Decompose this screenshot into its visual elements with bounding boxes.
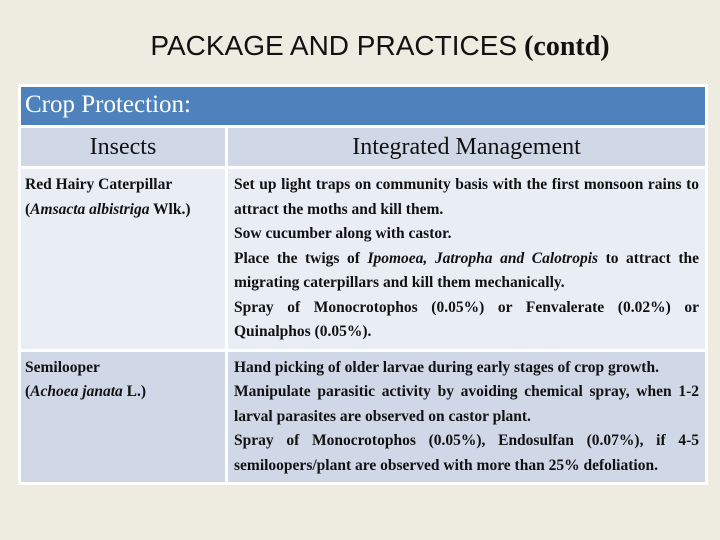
crop-protection-table bbox=[18, 84, 708, 485]
management-step: Sow cucumber along with castor. bbox=[234, 225, 452, 242]
management-step: Spray of Monocrotophos (0.05%) or Fenvalerate (0.02%) or Quinalphos (0.05%). bbox=[234, 298, 699, 340]
column-header-management: Integrated Management bbox=[227, 127, 707, 168]
management-step: Manipulate parasitic activity by avoiding chemical spray, when 1-2 larval parasites are observed on castor plant. bbox=[234, 383, 699, 425]
title-contd: (contd) bbox=[524, 31, 610, 62]
insect-name: Red Hairy Caterpillar bbox=[25, 176, 173, 193]
insect-cell bbox=[20, 350, 227, 484]
management-step: Set up light traps on community basis with the first monsoon rains to attract the moths and kill them. bbox=[234, 176, 699, 218]
insect-scientific-name: (Achoea janata L.) bbox=[25, 383, 146, 400]
column-header-insects: Insects bbox=[20, 127, 227, 168]
management-step: Spray of Monocrotophos (0.05%), Endosulfan (0.07%), if 4-5 semiloopers/plant are observed with more than 25% defoliation. bbox=[234, 432, 699, 474]
management-step: Place the twigs of Ipomoea, Jatropha and Calotropis to attract the migrating caterpillars and kill them mechanically. bbox=[234, 249, 699, 291]
insect-cell bbox=[20, 168, 227, 351]
insect-scientific-name: (Amsacta albistriga Wlk.) bbox=[25, 200, 191, 218]
table-row bbox=[20, 350, 707, 484]
title-main: PACKAGE AND PRACTICES bbox=[150, 30, 518, 61]
table-row bbox=[20, 168, 707, 351]
management-cell bbox=[227, 350, 707, 484]
section-header: Crop Protection: bbox=[20, 86, 707, 127]
management-step: Hand picking of older larvae during early stages of crop growth. bbox=[234, 358, 659, 376]
insect-name: Semilooper bbox=[25, 358, 100, 376]
slide-title bbox=[0, 30, 720, 63]
management-cell bbox=[227, 168, 707, 351]
